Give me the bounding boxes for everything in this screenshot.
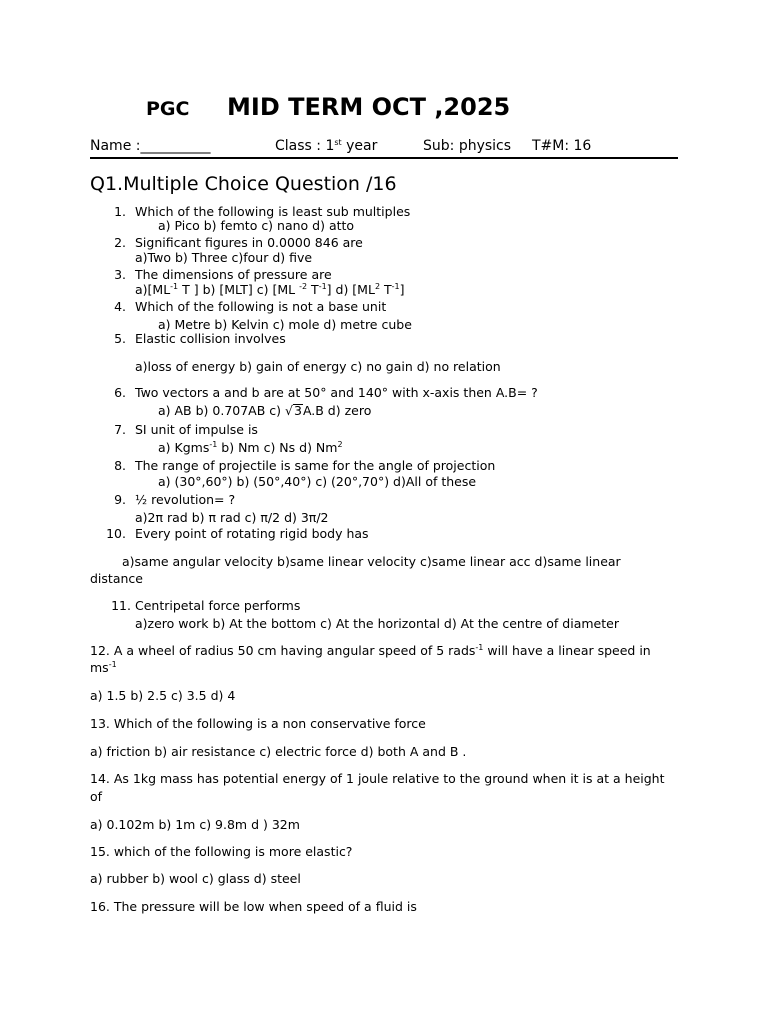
question-text: Which of the following is not a base unit xyxy=(135,299,387,314)
square-root-symbol: √3 xyxy=(285,403,302,418)
school-name: PGC xyxy=(146,98,190,120)
name-label: Name : xyxy=(90,138,141,154)
question-text: ½ revolution= ? xyxy=(135,492,236,507)
question-number: 8. xyxy=(114,458,126,473)
question-text: 12. A a wheel of radius 50 cm having angular speed of 5 rads$^{-1}$ will have a linear speed in xyxy=(90,643,651,658)
question-number: 9. xyxy=(114,492,126,507)
question-text: Significant figures in 0.0000 846 are xyxy=(135,235,363,250)
question-text: The range of projectile is same for the angle of projection xyxy=(135,458,496,473)
question-text-continued: of xyxy=(90,789,103,804)
question-options: a) Kgms$^{-1}$ b) Nm c) Ns d) Nm$^2$ xyxy=(158,440,343,455)
question-number: 2. xyxy=(114,235,126,250)
question-options: a) 1.5 b) 2.5 c) 3.5 d) 4 xyxy=(90,688,236,703)
exam-title: MID TERM OCT ,2025 xyxy=(227,93,511,121)
question-options: a) Pico b) femto c) nano d) atto xyxy=(158,218,355,233)
question-number: 11. xyxy=(111,598,131,613)
total-marks: T#M: 16 xyxy=(532,138,592,154)
question-text: Two vectors a and b are at 50° and 140° with x-axis then A.B= ? xyxy=(135,385,538,400)
question-options: a) friction b) air resistance c) electric force d) both A and B . xyxy=(90,744,467,759)
class-ordinal: st xyxy=(334,138,342,147)
question-number: 3. xyxy=(114,267,126,282)
question-text: 15. which of the following is more elastic? xyxy=(90,844,353,859)
section-title: Q1.Multiple Choice Question /16 xyxy=(90,173,397,195)
class-field xyxy=(275,138,377,154)
question-options: a)loss of energy b) gain of energy c) no gain d) no relation xyxy=(135,359,501,374)
name-blank: __________ xyxy=(140,138,211,154)
question-text: Every point of rotating rigid body has xyxy=(135,526,369,541)
question-text: 16. The pressure will be low when speed of a fluid is xyxy=(90,899,417,914)
question-text: The dimensions of pressure are xyxy=(135,267,332,282)
header-rule xyxy=(90,157,678,159)
question-number: 1. xyxy=(114,204,126,219)
question-options: a)Two b) Three c)four d) five xyxy=(135,250,313,265)
question-text-continued: $ms^{-1}$ xyxy=(90,660,117,675)
question-number: 4. xyxy=(114,299,126,314)
question-options: a) rubber b) wool c) glass d) steel xyxy=(90,871,301,886)
question-options: a)same angular velocity b)same linear velocity c)same linear acc d)same linear xyxy=(122,554,621,569)
question-text: 14. As 1kg mass has potential energy of 1 joule relative to the ground when it is at a height xyxy=(90,771,665,786)
question-options: a)2π rad b) π rad c) π/2 d) 3π/2 xyxy=(135,510,329,525)
question-options: a) Metre b) Kelvin c) mole d) metre cube xyxy=(158,317,412,332)
question-options: a) AB b) 0.707AB c) √3A.B d) zero xyxy=(158,403,372,418)
question-number: 5. xyxy=(114,331,126,346)
name-field xyxy=(90,138,210,154)
question-number: 6. xyxy=(114,385,126,400)
question-text: Centripetal force performs xyxy=(135,598,301,613)
question-options-continued: distance xyxy=(90,571,143,586)
question-options: $a)[ML^{-1}$ T ] b) [MLT] c) [ML $^{-2}$ $T^{-1}$] d) [$ML^2$ $T^{-1}$] xyxy=(135,282,405,297)
question-number: 7. xyxy=(114,422,126,437)
question-options: a) 0.102m b) 1m c) 9.8m d ) 32m xyxy=(90,817,300,832)
class-suffix: year xyxy=(341,138,378,154)
question-text: Which of the following is least sub multiples xyxy=(135,204,411,219)
question-number: 10. xyxy=(106,526,126,541)
class-label: Class : 1 xyxy=(275,138,335,154)
subject-field: Sub: physics xyxy=(423,138,512,154)
question-text: Elastic collision involves xyxy=(135,331,286,346)
question-options: a)zero work b) At the bottom c) At the horizontal d) At the centre of diameter xyxy=(135,616,619,631)
question-text: 13. Which of the following is a non conservative force xyxy=(90,716,426,731)
question-options: a) (30°,60°) b) (50°,40°) c) (20°,70°) d)All of these xyxy=(158,474,477,489)
question-text: SI unit of impulse is xyxy=(135,422,258,437)
